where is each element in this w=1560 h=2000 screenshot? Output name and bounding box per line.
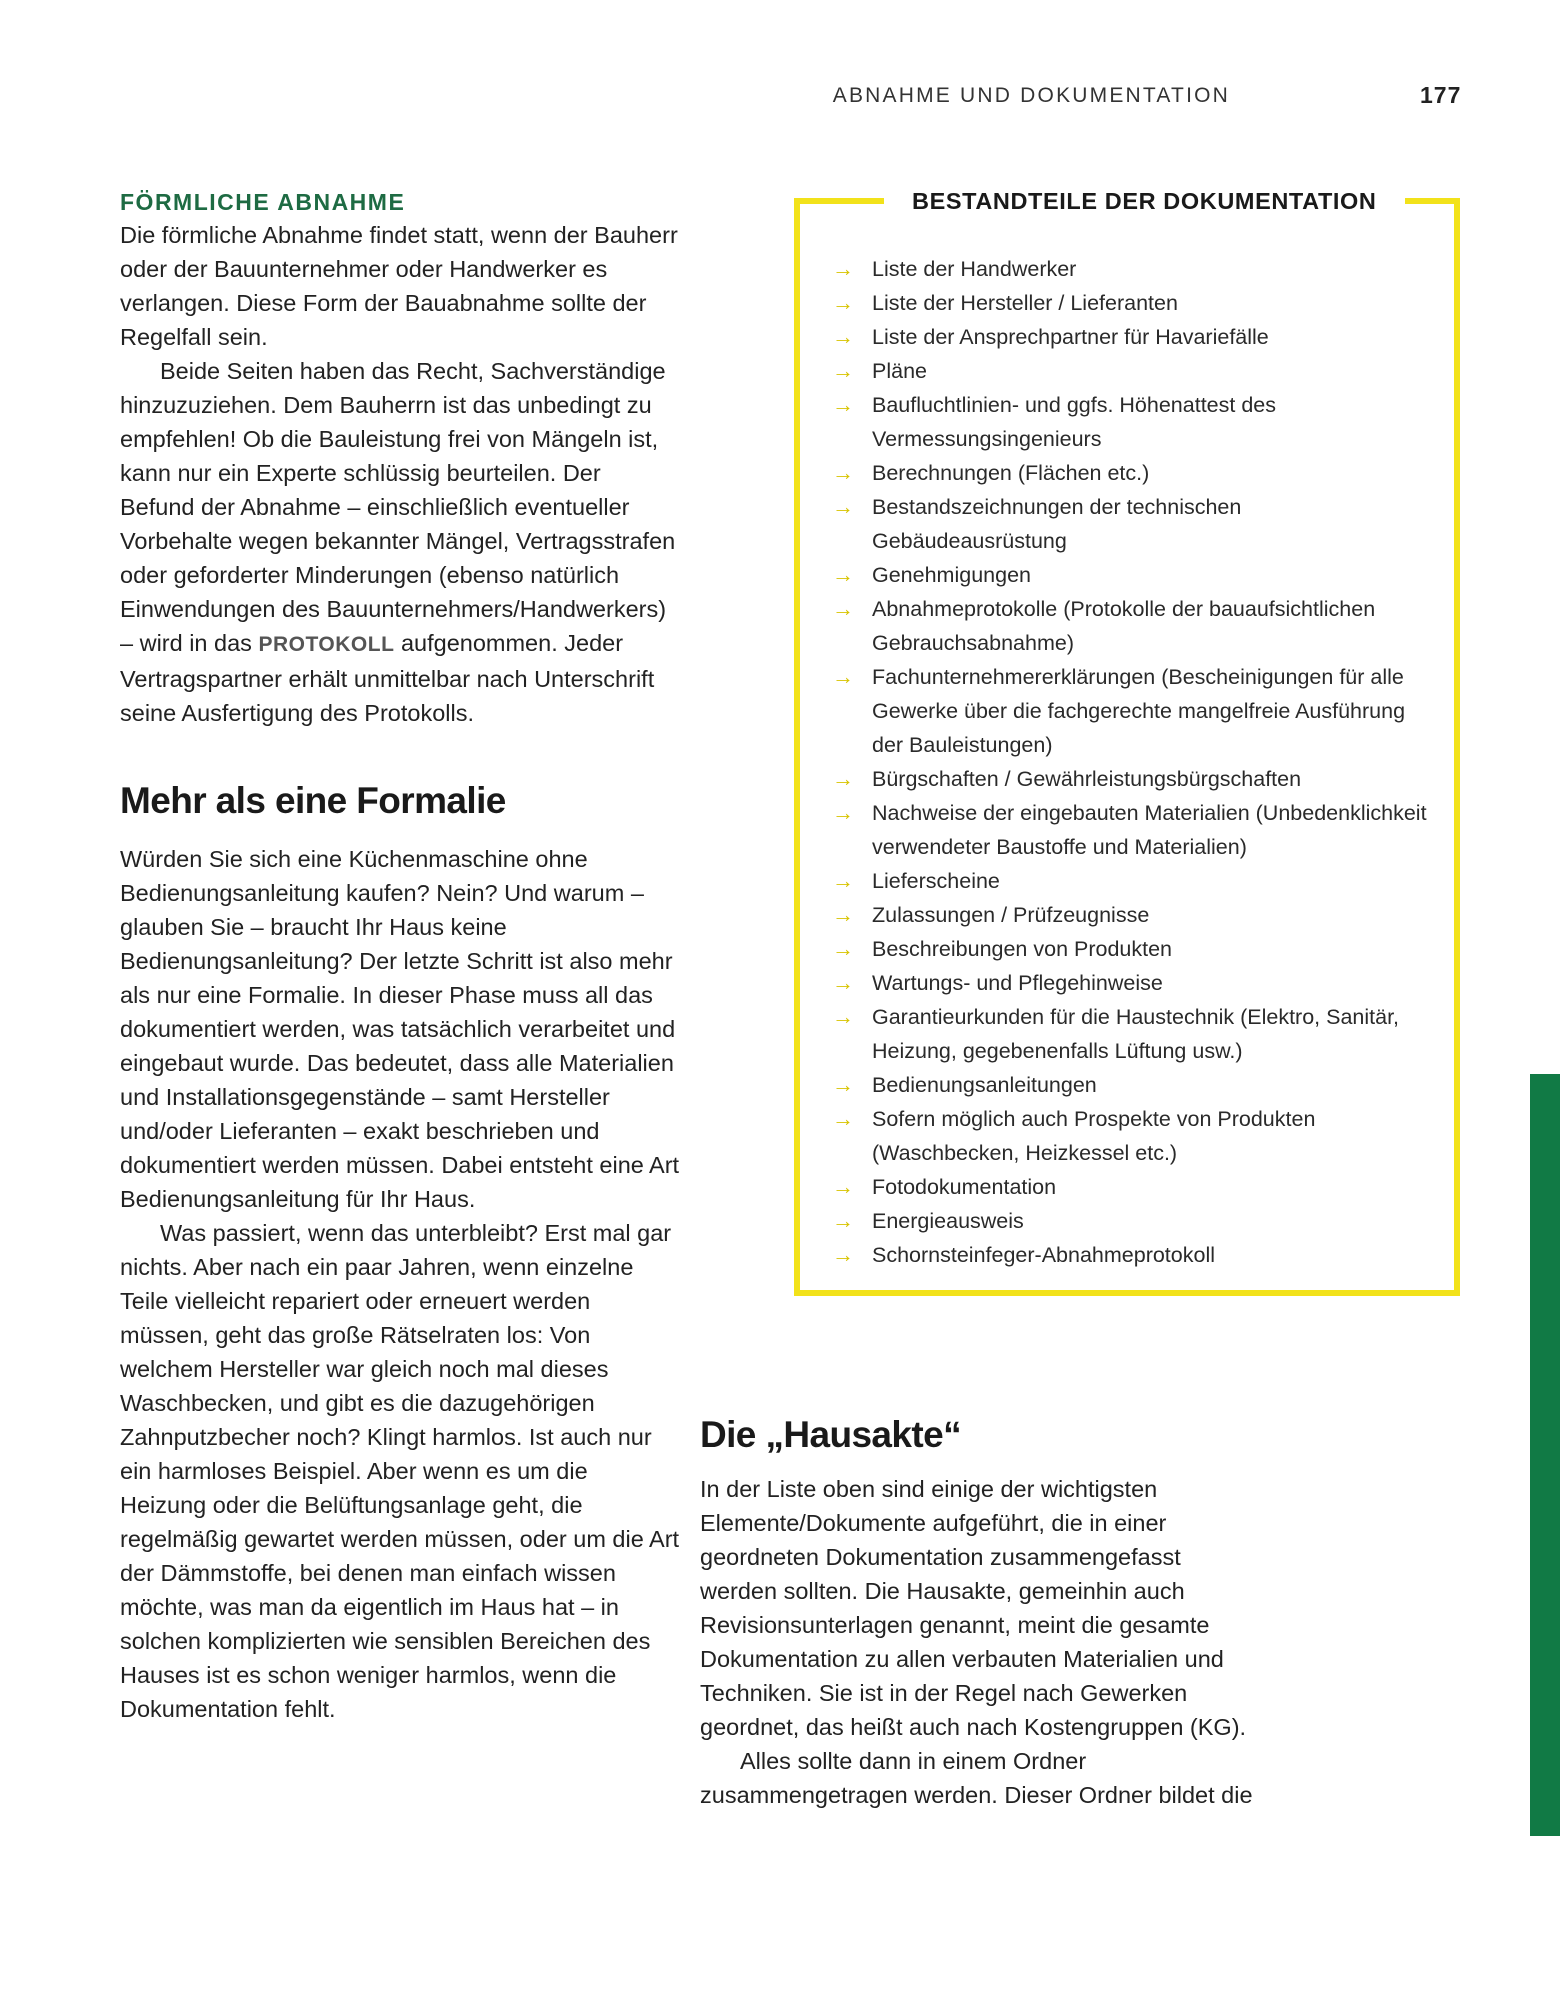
- arrow-right-icon: →: [832, 664, 854, 689]
- list-item: [832, 286, 1442, 320]
- list-item-label: Energieausweis: [872, 1209, 1024, 1233]
- keyword-protokoll: PROTOKOLL: [258, 633, 395, 656]
- list-item-label: Abnahmeprotokolle (Protokolle der bauaufsichtlichen Gebrauchsabnahme): [872, 597, 1376, 655]
- list-item-label: Lieferscheine: [872, 869, 1000, 893]
- arrow-right-icon: →: [832, 562, 854, 587]
- arrow-right-icon: →: [832, 1174, 854, 1199]
- list-item: [832, 558, 1442, 592]
- list-item: [832, 660, 1442, 762]
- paragraph-text: aufgenommen. Jeder Vertragspartner erhält unmittelbar nach Unterschrift seine Ausfertigung des Protokolls.: [120, 630, 655, 726]
- list-item: [832, 592, 1442, 660]
- list-item-label: Sofern möglich auch Prospekte von Produkten (Waschbecken, Heizkessel etc.): [872, 1107, 1316, 1165]
- arrow-right-icon: →: [832, 460, 854, 485]
- list-item-label: Zulassungen / Prüfzeugnisse: [872, 903, 1150, 927]
- arrow-right-icon: →: [832, 800, 854, 825]
- section-heading: Mehr als eine Formalie: [120, 780, 506, 821]
- list-item-label: Schornsteinfeger-Abnahmeprotokoll: [872, 1243, 1216, 1267]
- list-item-label: Berechnungen (Flächen etc.): [872, 461, 1150, 485]
- right-column: [700, 1412, 1260, 1812]
- list-item: [832, 320, 1442, 354]
- list-item: [832, 1170, 1442, 1204]
- list-item-label: Nachweise der eingebauten Materialien (Unbedenklichkeit verwendeter Baustoffe und Materialien): [872, 801, 1427, 859]
- list-item-label: Fachunternehmererklärungen (Bescheinigungen für alle Gewerke über die fachgerechte mangelfreie Ausführung der Bauleistungen): [872, 665, 1406, 757]
- paragraph: In der Liste oben sind einige der wichtigsten Elemente/Dokumente aufgeführt, die in einer geordneten Dokumentation zusammengefasst werden sollten. Die Hausakte, gemeinhin auch Revisionsunterlagen genannt, meint die gesamte Dokumentation zu allen verbauten Materialien und Techniken. Sie ist in der Regel nach Gewerken geordnet, das heißt auch nach Kostengruppen (KG).: [700, 1476, 1247, 1740]
- list-item: [832, 932, 1442, 966]
- list-item: [832, 252, 1442, 286]
- list-item-label: Fotodokumentation: [872, 1175, 1057, 1199]
- arrow-right-icon: →: [832, 1004, 854, 1029]
- list-item-label: Garantieurkunden für die Haustechnik (Elektro, Sanitär, Heizung, gegebenenfalls Lüftung usw.): [872, 1005, 1400, 1063]
- list-item-label: Liste der Handwerker: [872, 257, 1077, 281]
- list-item-label: Liste der Ansprechpartner für Havariefälle: [872, 325, 1269, 349]
- paragraph: Alles sollte dann in einem Ordner zusammengetragen werden. Dieser Ordner bildet die: [700, 1748, 1253, 1808]
- list-item: [832, 388, 1442, 456]
- arrow-right-icon: →: [832, 324, 854, 349]
- list-item-label: Bedienungsanleitungen: [872, 1073, 1097, 1097]
- list-item: [832, 1068, 1442, 1102]
- paragraph: Würden Sie sich eine Küchenmaschine ohne Bedienungsanleitung kaufen? Nein? Und warum – glauben Sie – braucht Ihr Haus keine Bedienungsanleitung? Der letzte Schritt ist also mehr als nur eine Formalie. In dieser Phase muss all das dokumentiert werden, was tatsächlich verarbeitet und eingebaut wurde. Das bedeutet, dass alle Materialien und Installationsgegenstände – samt Hersteller und/oder Lieferanten – exakt beschrieben und dokumentiert werden müssen. Dabei entsteht eine Art Bedienungsanleitung für Ihr Haus.: [120, 846, 680, 1212]
- list-item: [832, 1000, 1442, 1068]
- paragraph: Die förmliche Abnahme findet statt, wenn der Bauherr oder der Bauunternehmer oder Handwerker es verlangen. Diese Form der Bauabnahme sollte der Regelfall sein.: [120, 222, 678, 350]
- list-item-label: Bürgschaften / Gewährleistungsbürgschaften: [872, 767, 1302, 791]
- list-item: [832, 898, 1442, 932]
- arrow-right-icon: →: [832, 970, 854, 995]
- section-subhead: FÖRMLICHE ABNAHME: [120, 189, 406, 215]
- box-title: BESTANDTEILE DER DOKUMENTATION: [884, 184, 1405, 218]
- list-item-label: Bestandszeichnungen der technischen Gebäudeausrüstung: [872, 495, 1242, 553]
- arrow-right-icon: →: [832, 290, 854, 315]
- chapter-tab: [1530, 1074, 1560, 1836]
- arrow-right-icon: →: [832, 902, 854, 927]
- list-item: [832, 864, 1442, 898]
- arrow-right-icon: →: [832, 1242, 854, 1267]
- documentation-list: [832, 252, 1442, 1272]
- paragraph-text: Beide Seiten haben das Recht, Sachverständige hinzuzuziehen. Dem Bauherrn ist das unbedingt zu empfehlen! Ob die Bauleistung frei von Mängeln ist, kann nur ein Experte schlüssig beurteilen. Der Befund der Abnahme – einschließlich eventueller Vorbehalte wegen bekannter Mängel, Vertragsstrafen oder geforderter Minderungen (ebenso natürlich Einwendungen des Bauunternehmers/Handwerkers) – wird in das: [120, 358, 676, 656]
- list-item: [832, 1204, 1442, 1238]
- list-item-label: Pläne: [872, 359, 927, 383]
- arrow-right-icon: →: [832, 392, 854, 417]
- page-number: 177: [1420, 82, 1462, 108]
- running-head: ABNAHME UND DOKUMENTATION: [832, 84, 1230, 107]
- arrow-right-icon: →: [832, 1208, 854, 1233]
- arrow-right-icon: →: [832, 1106, 854, 1131]
- list-item-label: Genehmigungen: [872, 563, 1031, 587]
- arrow-right-icon: →: [832, 868, 854, 893]
- list-item: [832, 354, 1442, 388]
- list-item-label: Beschreibungen von Produkten: [872, 937, 1173, 961]
- list-item: [832, 762, 1442, 796]
- list-item: [832, 456, 1442, 490]
- list-item: [832, 1238, 1442, 1272]
- list-item-label: Liste der Hersteller / Lieferanten: [872, 291, 1178, 315]
- paragraph: [120, 354, 680, 730]
- paragraph: Was passiert, wenn das unterbleibt? Erst mal gar nichts. Aber nach ein paar Jahren, wenn einzelne Teile vielleicht repariert oder erneuert werden müssen, geht das große Rätselraten los: Von welchem Hersteller war gleich noch mal dieses Waschbecken, und gibt es die dazugehörigen Zahnputzbecher noch? Klingt harmlos. Ist auch nur ein harmloses Beispiel. Aber wenn es um die Heizung oder die Belüftungsanlage geht, die regelmäßig gewartet werden müssen, oder um die Art der Dämmstoffe, bei denen man einfach wissen möchte, was man da eigentlich im Haus hat – in solchen komplizierten wie sensiblen Bereichen des Hauses ist es schon weniger harmlos, wenn die Dokumentation fehlt.: [120, 1220, 680, 1722]
- arrow-right-icon: →: [832, 596, 854, 621]
- list-item-label: Wartungs- und Pflegehinweise: [872, 971, 1163, 995]
- list-item-label: Baufluchtlinien- und ggfs. Höhenattest des Vermessungsingenieurs: [872, 393, 1276, 451]
- arrow-right-icon: →: [832, 256, 854, 281]
- list-item: [832, 796, 1442, 864]
- arrow-right-icon: →: [832, 766, 854, 791]
- arrow-right-icon: →: [832, 1072, 854, 1097]
- arrow-right-icon: →: [832, 936, 854, 961]
- arrow-right-icon: →: [832, 494, 854, 519]
- list-item: [832, 966, 1442, 1000]
- section-heading: Die „Hausakte“: [700, 1414, 961, 1455]
- list-item: [832, 490, 1442, 558]
- left-column: [120, 186, 680, 1726]
- list-item: [832, 1102, 1442, 1170]
- arrow-right-icon: →: [832, 358, 854, 383]
